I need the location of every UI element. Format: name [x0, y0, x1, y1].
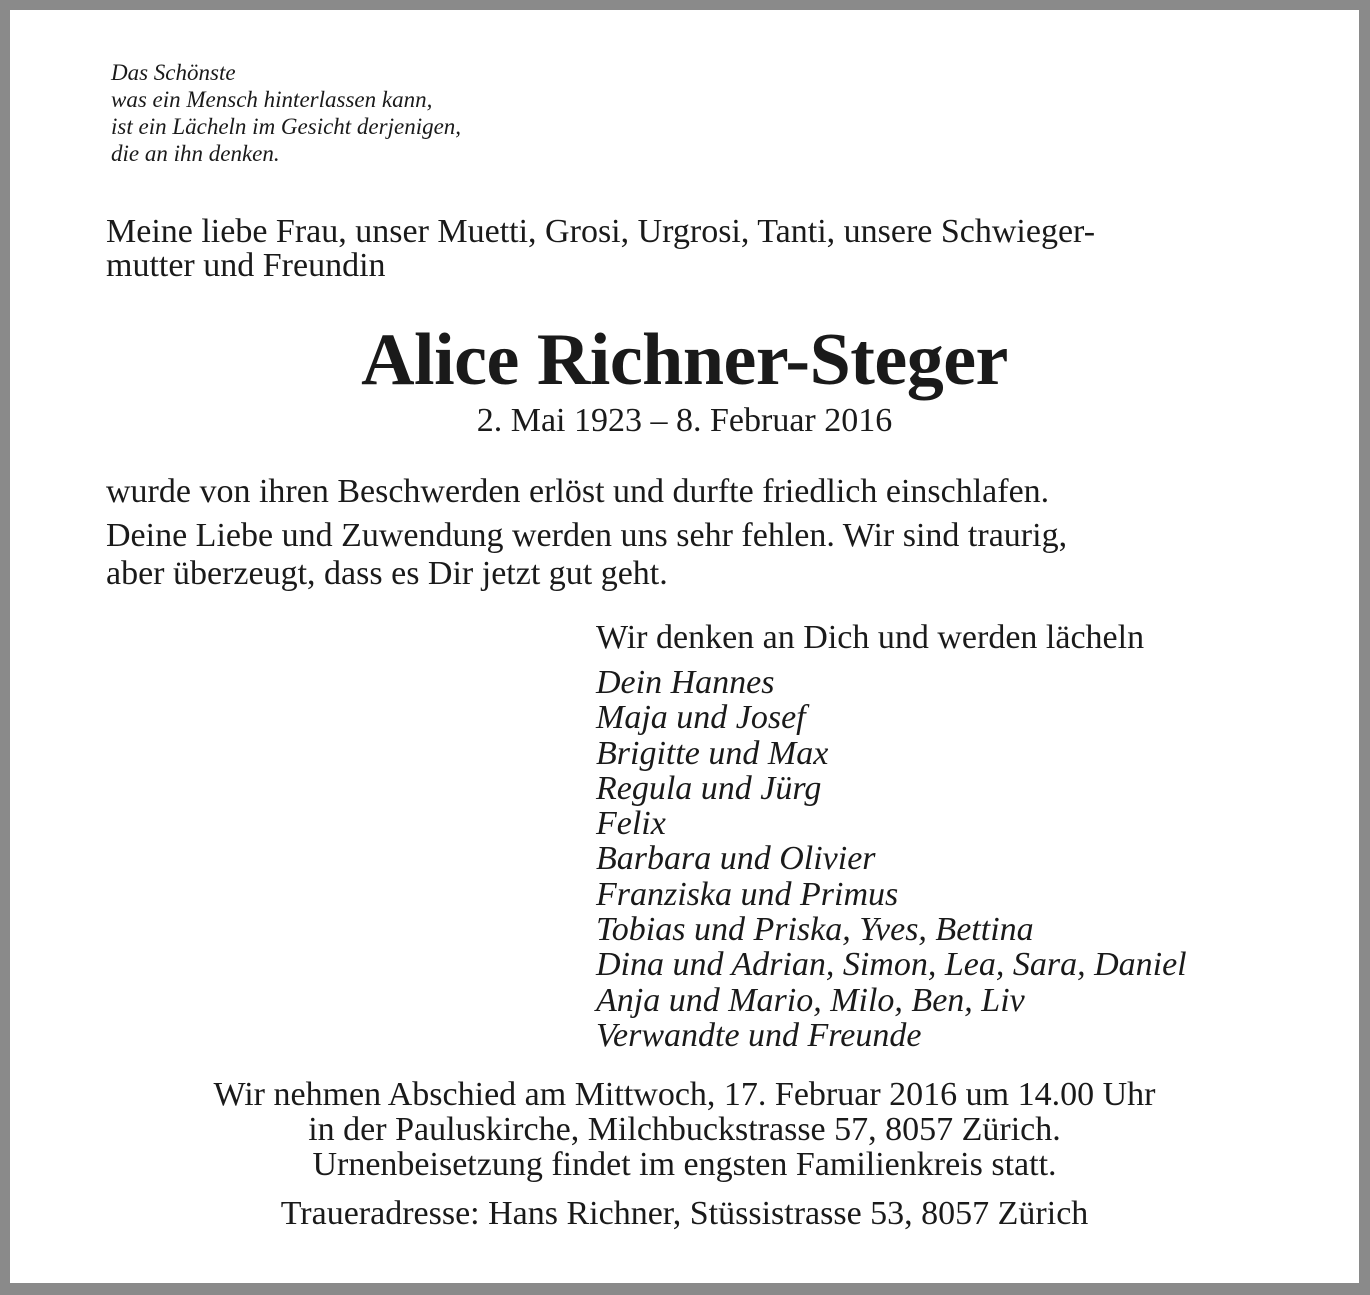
intro-text — [106, 215, 1276, 283]
mourner-entry: Dein Hannes — [596, 664, 775, 701]
intro-line: Meine liebe Frau, unser Muetti, Grosi, Urgrosi, Tanti, unsere Schwieger- — [106, 213, 1096, 250]
mourner-entry: Felix — [596, 805, 666, 843]
motto-line: Das Schönste — [111, 60, 236, 85]
mourner-entry: Anja und Mario, Milo, Ben, Liv — [596, 981, 1025, 1019]
mourner-entry: Franziska und Primus — [596, 875, 899, 913]
motto-quote — [111, 59, 461, 167]
mourner-entry: Dina und Adrian, Simon, Lea, Sara, Daniel — [596, 946, 1187, 984]
service-line: Wir nehmen Abschied am Mittwoch, 17. Februar 2016 um 14.00 Uhr — [213, 1076, 1156, 1113]
passing-statement: wurde von ihren Beschwerden erlöst und durfte friedlich einschlafen. — [106, 473, 1050, 510]
motto-line: ist ein Lächeln im Gesicht derjenigen, — [111, 114, 462, 139]
service-details — [10, 1077, 1359, 1182]
mourner-entry: Maja und Josef — [596, 699, 806, 737]
motto-line: die an ihn denken. — [111, 141, 280, 166]
mourner-entry: Regula und Jürg — [596, 769, 822, 807]
farewell-paragraph — [106, 517, 1067, 593]
farewell-line: aber überzeugt, dass es Dir jetzt gut geht. — [106, 555, 668, 592]
mourner-entry: Tobias und Priska, Yves, Bettina — [596, 911, 1034, 949]
service-line: in der Pauluskirche, Milchbuckstrasse 57, 8057 Zürich. — [308, 1111, 1061, 1148]
motto-line: was ein Mensch hinterlassen kann, — [111, 87, 433, 112]
mourner-entry: Brigitte und Max — [596, 734, 829, 772]
mourner-entry: Verwandte und Freunde — [596, 1016, 922, 1054]
mourners-list — [596, 665, 1187, 1053]
life-dates: 2. Mai 1923 – 8. Februar 2016 — [476, 402, 893, 439]
closing-line: Wir denken an Dich und werden lächeln — [596, 619, 1145, 656]
farewell-line: Deine Liebe und Zuwendung werden uns sehr fehlen. Wir sind traurig, — [106, 517, 1068, 554]
service-line: Urnenbeisetzung findet im engsten Familienkreis statt. — [312, 1146, 1057, 1183]
mourning-address: Traueradresse: Hans Richner, Stüssistrasse 53, 8057 Zürich — [280, 1195, 1089, 1232]
obituary-notice — [10, 10, 1359, 1283]
deceased-name: Alice Richner-Steger — [361, 319, 1008, 401]
mourner-entry: Barbara und Olivier — [596, 840, 876, 878]
intro-line: mutter und Freundin — [106, 247, 386, 284]
